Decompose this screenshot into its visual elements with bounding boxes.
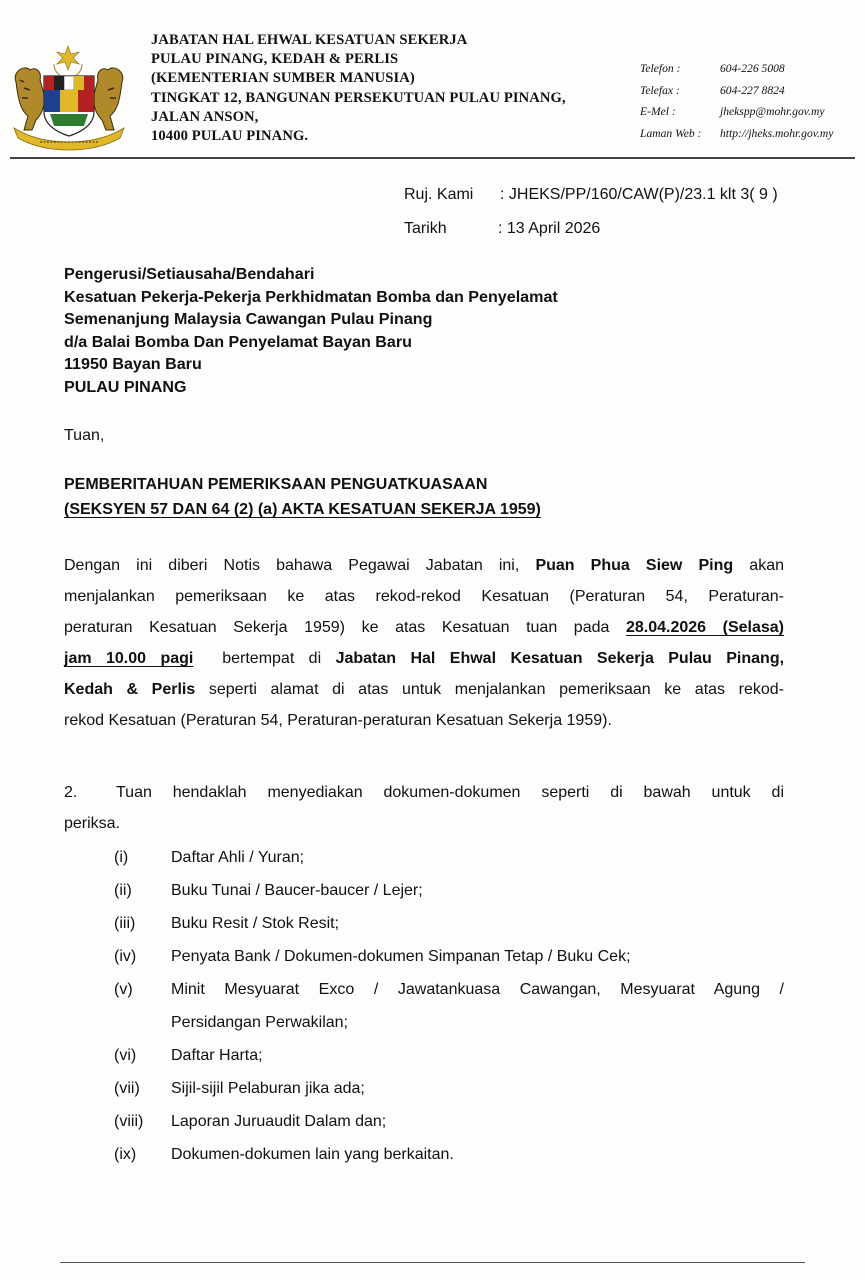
contact-label: Laman Web :	[640, 126, 702, 140]
list-item	[114, 874, 784, 907]
item-text: Dokumen-dokumen lain yang berkaitan.	[171, 1146, 454, 1163]
reference-block	[404, 178, 778, 246]
paragraph-1	[64, 550, 784, 736]
coat-of-arms-icon	[10, 42, 128, 152]
reference-number-row	[404, 178, 778, 212]
date-label: Tarikh	[404, 220, 447, 237]
contact-row-telefon	[640, 58, 862, 80]
list-item	[114, 1039, 784, 1072]
text-run: Dengan ini diberi Notis bahawa Pegawai Jabatan ini,	[64, 557, 520, 574]
date-row	[404, 212, 778, 246]
paragraph-line	[64, 550, 784, 581]
address-line: d/a Balai Bomba Dan Penyelamat Bayan Baru	[64, 332, 412, 351]
contact-row-telefax	[640, 80, 862, 102]
document-list	[114, 841, 784, 1171]
letterhead-organisation	[151, 31, 621, 146]
item-text: Laporan Juruaudit Dalam dan;	[171, 1113, 387, 1130]
contact-label: Telefon :	[640, 62, 681, 75]
list-item	[114, 1105, 784, 1138]
org-line: JALAN ANSON,	[151, 108, 259, 125]
item-number: (vi)	[114, 1047, 137, 1064]
item-text: Penyata Bank / Dokumen-dokumen Simpanan Tetap / Buku Cek;	[171, 948, 631, 965]
letterhead-contact	[640, 58, 862, 144]
org-line: (KEMENTERIAN SUMBER MANUSIA)	[151, 70, 415, 87]
item-text: Daftar Ahli / Yuran;	[171, 849, 305, 866]
inspection-date: 28.04.2026 (Selasa)	[625, 619, 784, 636]
item-number: (ii)	[114, 882, 132, 899]
org-line: 10400 PULAU PINANG.	[151, 128, 309, 145]
inspection-venue: Jabatan Hal Ehwal Kesatuan Sekerja Pulau Pinang,	[335, 650, 785, 667]
list-item	[114, 1072, 784, 1105]
address-line: PULAU PINANG	[64, 377, 187, 396]
paragraph-2	[64, 777, 784, 839]
paragraph-line	[64, 643, 784, 674]
subject-act: (SEKSYEN 57 DAN 64 (2) (a) AKTA KESATUAN SEKERJA 1959)	[64, 501, 541, 518]
address-line: Kesatuan Pekerja-Pekerja Perkhidmatan Bomba dan Penyelamat	[64, 287, 558, 306]
paragraph-line: rekod Kesatuan (Peraturan 54, Peraturan-peraturan Kesatuan Sekerja 1959).	[64, 712, 612, 729]
inspection-time: jam 10.00 pagi	[64, 650, 194, 667]
contact-value: jhekspp@mohr.gov.my	[720, 105, 825, 118]
paragraph-line: periksa.	[64, 815, 121, 832]
paragraph-line	[64, 674, 784, 705]
item-number: (i)	[114, 849, 129, 866]
item-number: (viii)	[114, 1113, 144, 1130]
text-run: Tuan hendaklah menyediakan dokumen-dokumen seperti di bawah untuk di	[116, 784, 784, 801]
address-line: Semenanjung Malaysia Cawangan Pulau Pinang	[64, 310, 433, 328]
footer-divider	[60, 1262, 805, 1263]
contact-row-email	[640, 101, 862, 123]
address-line: 11950 Bayan Baru	[64, 355, 202, 373]
contact-value: 604-227 8824	[720, 83, 785, 97]
item-text: Sijil-sijil Pelaburan jika ada;	[171, 1080, 365, 1097]
item-text: Buku Resit / Stok Resit;	[171, 915, 340, 932]
letterhead-divider	[10, 157, 855, 159]
reference-value: : JHEKS/PP/160/CAW(P)/23.1 klt 3( 9 )	[500, 186, 778, 203]
list-item	[114, 973, 784, 1006]
item-number: (iii)	[114, 915, 136, 932]
text-run: bertempat di	[222, 650, 322, 667]
paragraph-line	[64, 777, 784, 808]
contact-value: http://jheks.mohr.gov.my	[720, 126, 834, 140]
list-item	[114, 1138, 784, 1171]
date-value: : 13 April 2026	[498, 220, 601, 237]
text-run: seperti alamat di atas untuk menjalankan pemeriksaan ke atas rekod-	[208, 681, 784, 698]
contact-row-website	[640, 123, 862, 145]
paragraph-number: 2.	[64, 784, 78, 801]
paragraph-line	[64, 612, 784, 643]
item-text: Buku Tunai / Baucer-baucer / Lejer;	[171, 882, 423, 899]
org-line: TINGKAT 12, BANGUNAN PERSEKUTUAN PULAU PINANG,	[151, 89, 566, 106]
item-text: Daftar Harta;	[171, 1047, 263, 1064]
reference-label: Ruj. Kami	[404, 186, 474, 203]
item-text: Persidangan Perwakilan;	[171, 1014, 348, 1031]
subject-title: PEMBERITAHUAN PEMERIKSAAN PENGUATKUASAAN	[64, 476, 488, 493]
list-item	[114, 940, 784, 973]
subject	[64, 472, 541, 522]
item-number: (v)	[114, 981, 133, 998]
list-item	[114, 841, 784, 874]
list-item-continuation	[114, 1006, 784, 1039]
list-item	[114, 907, 784, 940]
item-number-spacer	[114, 1006, 171, 1039]
officer-name: Puan Phua Siew Ping	[535, 557, 734, 574]
address-line: Pengerusi/Setiausaha/Bendahari	[64, 265, 315, 283]
item-number: (ix)	[114, 1146, 137, 1163]
org-line: PULAU PINANG, KEDAH & PERLIS	[151, 51, 399, 68]
text-run: peraturan Kesatuan Sekerja 1959) ke atas Kesatuan tuan pada	[64, 619, 610, 636]
paragraph-line: menjalankan pemeriksaan ke atas rekod-rekod Kesatuan (Peraturan 54, Peraturan-	[64, 588, 784, 605]
contact-label: E-Mel :	[640, 105, 676, 118]
recipient-address	[64, 263, 558, 398]
item-number: (iv)	[114, 948, 137, 965]
inspection-venue-cont: Kedah & Perlis	[64, 681, 196, 698]
item-number: (vii)	[114, 1080, 140, 1097]
org-line: JABATAN HAL EHWAL KESATUAN SEKERJA	[151, 32, 468, 48]
text-run: akan	[749, 557, 784, 574]
contact-label: Telefax :	[640, 83, 680, 97]
salutation: Tuan,	[64, 427, 105, 444]
item-text: Minit Mesyuarat Exco / Jawatankuasa Cawangan, Mesyuarat Agung /	[171, 981, 784, 998]
contact-value: 604-226 5008	[720, 62, 785, 75]
